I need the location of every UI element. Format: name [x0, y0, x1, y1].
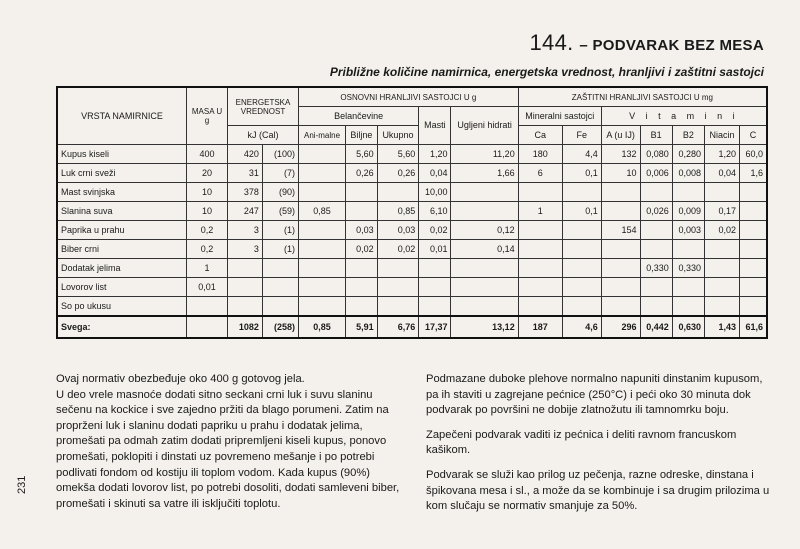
table-cell: 180	[518, 145, 562, 164]
recipe-title	[530, 30, 765, 56]
header-energy: ENERGETSKA VREDNOST	[228, 87, 299, 126]
table-cell: 0,03	[346, 221, 378, 240]
table-cell: 3	[228, 240, 263, 259]
paragraph: Podmazane duboke plehove normalno napuniti dinstanim kupusom, pa ih staviti u zagrejane pećnice (250°C) i peći oko 30 minuta dok podvarak po površini ne dobije zlatnožutu ili tamnomrku boju.	[426, 373, 763, 417]
table-cell: 0,02	[377, 240, 419, 259]
header-mass: MASA U g	[187, 87, 228, 145]
table-cell	[640, 278, 672, 297]
header-b2: B2	[672, 126, 704, 145]
table-cell: 0,26	[377, 164, 419, 183]
paragraph: Ovaj normativ obezbeđuje oko 400 g gotovog jela.	[56, 373, 305, 385]
table-cell: 13,12	[451, 316, 518, 338]
header-protective: ZAŠTITNI HRANLJIVI SASTOJCI U mg	[518, 87, 767, 107]
table-cell	[299, 297, 346, 317]
table-cell: (7)	[262, 164, 298, 183]
table-cell: 0,006	[640, 164, 672, 183]
table-cell	[740, 202, 767, 221]
table-cell: Luk crni sveži	[57, 164, 187, 183]
table-cell	[518, 297, 562, 317]
table-cell: 400	[187, 145, 228, 164]
table-cell: 10,00	[419, 183, 451, 202]
header-total: Ukupno	[377, 126, 419, 145]
table-cell	[228, 278, 263, 297]
table-cell	[346, 183, 378, 202]
table-cell	[299, 278, 346, 297]
table-cell	[562, 221, 601, 240]
header-plant: Biljne	[346, 126, 378, 145]
table-cell	[601, 240, 640, 259]
table-cell: Dodatak jelima	[57, 259, 187, 278]
text-column-left	[56, 372, 408, 521]
table-cell	[705, 240, 740, 259]
header-vitamins: V i t a m i n i	[601, 107, 767, 126]
table-cell: 10	[187, 202, 228, 221]
table-cell: 0,02	[419, 221, 451, 240]
table-cell	[518, 240, 562, 259]
table-cell: 420	[228, 145, 263, 164]
header-energy-unit: kJ (Cal)	[228, 126, 299, 145]
table-cell	[377, 259, 419, 278]
table-cell	[346, 278, 378, 297]
table-cell: 31	[228, 164, 263, 183]
recipe-number: 144.	[529, 30, 574, 55]
table-cell	[740, 297, 767, 317]
table-cell: 0,04	[419, 164, 451, 183]
table-cell	[262, 259, 298, 278]
header-fe: Fe	[562, 126, 601, 145]
table-cell	[299, 221, 346, 240]
table-cell: 11,20	[451, 145, 518, 164]
table-cell	[740, 221, 767, 240]
table-cell	[228, 259, 263, 278]
table-cell	[562, 259, 601, 278]
table-cell	[299, 240, 346, 259]
table-row	[57, 183, 767, 202]
recipe-name: – PODVARAK BEZ MESA	[579, 37, 764, 54]
table-cell: 6,10	[419, 202, 451, 221]
table-cell	[601, 278, 640, 297]
header-a: A (u IJ)	[601, 126, 640, 145]
table-cell: (1)	[262, 221, 298, 240]
table-cell: 132	[601, 145, 640, 164]
table-cell: 0,85	[299, 316, 346, 338]
table-cell: 4,4	[562, 145, 601, 164]
table-cell	[672, 297, 704, 317]
table-cell: 1,20	[419, 145, 451, 164]
table-cell: 0,14	[451, 240, 518, 259]
header-basic: OSNOVNI HRANLJIVI SASTOJCI U g	[299, 87, 519, 107]
table-cell: 1,66	[451, 164, 518, 183]
table-cell: Lovorov list	[57, 278, 187, 297]
table-cell	[601, 297, 640, 317]
table-cell	[451, 259, 518, 278]
table-cell	[346, 259, 378, 278]
paragraph: Podvarak se služi kao prilog uz pečenja, razne odreske, dinstana i špikovana mesa i sl., a može da se kombinuje i sa drugim prilozima u kom slučaju se normativ smanjuje za 50%.	[426, 468, 770, 513]
table-cell	[562, 278, 601, 297]
paragraph: Zapečeni podvarak vaditi iz pećnica i deliti ravnom francuskom kašikom.	[426, 428, 737, 457]
table-subtitle: Približne količine namirnica, energetska vrednost, hranljivi i zaštitni sastojci	[329, 65, 764, 79]
table-cell: 1,43	[705, 316, 740, 338]
table-cell	[299, 183, 346, 202]
table-cell: Kupus kiseli	[57, 145, 187, 164]
table-cell: 0,02	[346, 240, 378, 259]
table-cell	[299, 145, 346, 164]
table-cell: 17,37	[419, 316, 451, 338]
table-cell: 0,2	[187, 240, 228, 259]
table-cell: 1,6	[740, 164, 767, 183]
table-row	[57, 297, 767, 317]
table-cell: 0,003	[672, 221, 704, 240]
header-fats: Masti	[419, 107, 451, 145]
table-cell	[262, 297, 298, 317]
header-proteins: Belančevine	[299, 107, 419, 126]
table-cell: So po ukusu	[57, 297, 187, 317]
table-cell	[299, 259, 346, 278]
table-cell: 0,85	[299, 202, 346, 221]
table-cell	[672, 240, 704, 259]
table-cell: 0,1	[562, 202, 601, 221]
table-cell	[419, 278, 451, 297]
table-cell	[228, 297, 263, 317]
paragraph: U deo vrele masnoće dodati sitno seckani crni luk i suvu slaninu sečenu na kockice i sve zajedno pržiti da blago porumeni. Zatim na proprženi luk i slaninu dodati papriku u prahu i dodatak jelima, promešati pa odmah zatim dodati pripremljeni kiseli kupus, ponovo promešati, poklopiti i dinstati uz povremeno mešanje i po potrebi podlivati fondom od kostiju ili toplom vodom. Kada kupus (90%) omekša dodati lovorov list, po potrebi dosoliti, dodati samleveni biber, promešati i skinuti sa vatre ili isključiti toplotu.	[56, 388, 400, 510]
table-cell	[187, 297, 228, 317]
table-cell: 6,76	[377, 316, 419, 338]
table-cell: (258)	[262, 316, 298, 338]
table-cell	[451, 183, 518, 202]
table-cell	[346, 297, 378, 317]
table-cell: 6	[518, 164, 562, 183]
table-cell	[346, 202, 378, 221]
table-cell: 0,630	[672, 316, 704, 338]
header-niacin: Niacin	[705, 126, 740, 145]
table-cell	[262, 278, 298, 297]
table-cell: 1,20	[705, 145, 740, 164]
page-number: 231	[16, 475, 28, 494]
table-cell	[740, 278, 767, 297]
table-cell: 0,280	[672, 145, 704, 164]
table-cell: 5,91	[346, 316, 378, 338]
table-cell: Slanina suva	[57, 202, 187, 221]
header-b1: B1	[640, 126, 672, 145]
table-cell: Paprika u prahu	[57, 221, 187, 240]
table-cell	[419, 259, 451, 278]
table-cell	[299, 164, 346, 183]
table-cell	[377, 183, 419, 202]
table-cell	[377, 278, 419, 297]
table-cell: 0,04	[705, 164, 740, 183]
table-cell: 0,03	[377, 221, 419, 240]
table-cell	[672, 183, 704, 202]
table-cell	[740, 259, 767, 278]
table-cell: 247	[228, 202, 263, 221]
table-cell	[601, 183, 640, 202]
table-cell: 154	[601, 221, 640, 240]
table-cell: 1	[187, 259, 228, 278]
table-cell	[740, 240, 767, 259]
table-cell	[562, 240, 601, 259]
table-cell	[705, 297, 740, 317]
table-cell	[740, 183, 767, 202]
table-cell: (1)	[262, 240, 298, 259]
table-cell: 0,1	[562, 164, 601, 183]
table-cell	[518, 259, 562, 278]
table-cell: 0,026	[640, 202, 672, 221]
table-cell	[518, 278, 562, 297]
header-animal: Ani-malne	[299, 126, 346, 145]
table-row	[57, 278, 767, 297]
table-row	[57, 240, 767, 259]
table-cell	[705, 183, 740, 202]
table-cell: 0,26	[346, 164, 378, 183]
table-cell: 378	[228, 183, 263, 202]
table-cell: 5,60	[377, 145, 419, 164]
text-column-right	[426, 372, 770, 524]
table-cell: 0,17	[705, 202, 740, 221]
table-cell: 0,2	[187, 221, 228, 240]
table-row	[57, 221, 767, 240]
table-cell: 1082	[228, 316, 263, 338]
table-cell	[640, 183, 672, 202]
table-row	[57, 145, 767, 164]
table-cell	[562, 297, 601, 317]
header-c: C	[740, 126, 767, 145]
table-cell	[187, 316, 228, 338]
table-total-row	[57, 316, 767, 338]
table-cell: Svega:	[57, 316, 187, 338]
table-cell: 20	[187, 164, 228, 183]
table-cell: 5,60	[346, 145, 378, 164]
table-cell: Biber crni	[57, 240, 187, 259]
table-cell: (100)	[262, 145, 298, 164]
table-cell	[562, 183, 601, 202]
table-cell: 0,008	[672, 164, 704, 183]
table-cell: 0,330	[640, 259, 672, 278]
table-cell	[601, 202, 640, 221]
nutrition-table	[56, 86, 768, 339]
header-item: VRSTA NAMIRNICE	[57, 87, 187, 145]
table-cell	[377, 297, 419, 317]
table-cell	[518, 221, 562, 240]
table-cell	[705, 278, 740, 297]
table-cell: 10	[187, 183, 228, 202]
table-cell: 1	[518, 202, 562, 221]
table-cell: 0,85	[377, 202, 419, 221]
table-cell: 0,01	[187, 278, 228, 297]
table-cell: 0,080	[640, 145, 672, 164]
table-cell: 0,330	[672, 259, 704, 278]
table-cell: 187	[518, 316, 562, 338]
table-cell: (90)	[262, 183, 298, 202]
table-cell	[640, 221, 672, 240]
table-cell	[640, 297, 672, 317]
table-cell: (59)	[262, 202, 298, 221]
table-cell	[672, 278, 704, 297]
table-cell: 0,01	[419, 240, 451, 259]
table-cell: 296	[601, 316, 640, 338]
table-cell	[451, 202, 518, 221]
table-row	[57, 164, 767, 183]
table-cell	[451, 278, 518, 297]
table-row	[57, 202, 767, 221]
table-cell: 0,009	[672, 202, 704, 221]
table-cell: Mast svinjska	[57, 183, 187, 202]
table-row	[57, 259, 767, 278]
table-body	[57, 145, 767, 339]
table-cell	[705, 259, 740, 278]
table-cell	[640, 240, 672, 259]
table-cell	[419, 297, 451, 317]
table-cell: 10	[601, 164, 640, 183]
table-cell: 3	[228, 221, 263, 240]
header-minerals: Mineralni sastojci	[518, 107, 601, 126]
table-cell	[451, 297, 518, 317]
table-cell	[601, 259, 640, 278]
table-cell: 61,6	[740, 316, 767, 338]
table-cell: 0,12	[451, 221, 518, 240]
header-carbs: Ugljeni hidrati	[451, 107, 518, 145]
table-cell: 4,6	[562, 316, 601, 338]
table-cell: 0,442	[640, 316, 672, 338]
table-cell: 60,0	[740, 145, 767, 164]
table-cell	[518, 183, 562, 202]
table-cell: 0,02	[705, 221, 740, 240]
header-ca: Ca	[518, 126, 562, 145]
